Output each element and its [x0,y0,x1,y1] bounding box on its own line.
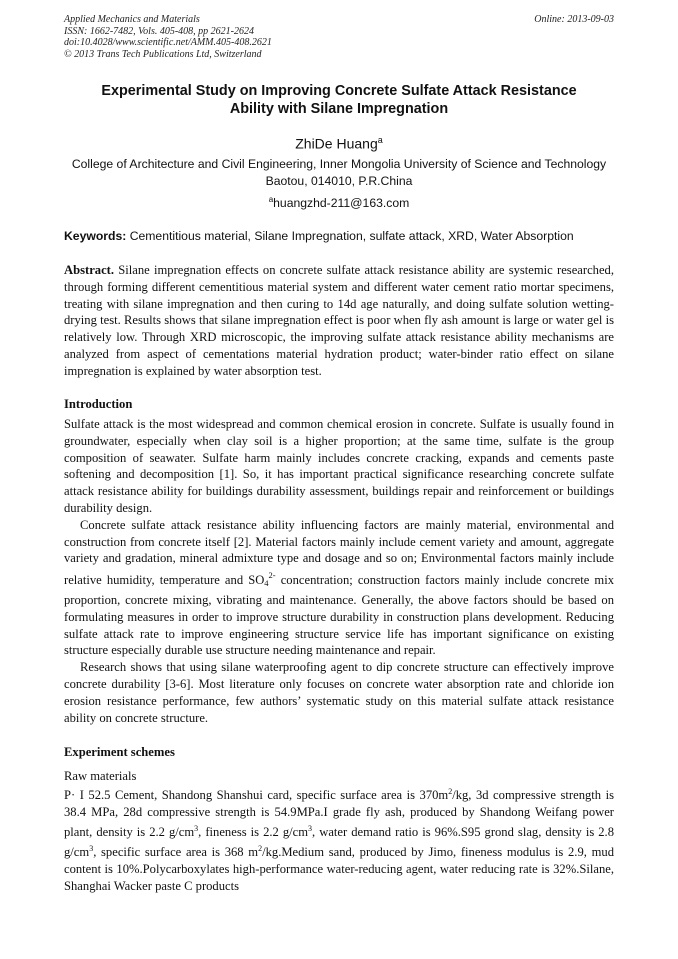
intro-p2-text-a: Concrete sulfate attack resistance ability influencing factors are mainly material, environmental and construction from concrete itself [2]. Material factors mainly include cement variety and amount, aggregate variety and gradation, mineral admixture type and dosage and so on; Environmental factors mainly include relative humidity, temperature and SO [64,517,614,588]
affiliation-line-2: Baotou, 014010, P.R.China [265,173,413,188]
abstract-text: Silane impregnation effects on concrete sulfate attack resistance ability are systemic researched, through forming different cementitious material system and different water cement ratio mortar specimens, treating with silane impregnation and then curing to 14d age naturally, and doing sulfate solution wetting-drying test. Results shows that silane impregnation effect is poor when fly ash amount is large or water gel is relatively low. Through XRD microscopic, the improving sulfate attack resistance ability mechanisms are analyzed from aspect of cementations material hydration product; water-binder ratio effect on silane impregnation is explained by water absorption test. [64,263,614,378]
raw-text-1: P· I 52.5 Cement, Shandong Shanshui card, specific surface area is 370m [64,788,449,803]
author-name: ZhiDe Huang [295,135,378,152]
raw-text-2: /kg, 3d compressive strength is 38.4 MPa, 28d compressive strength is 54.9MPa.I grade fly ash, produced by Shandong Weifang power plant, density is 2.2 g/cm [64,788,614,839]
email-superscript: a [268,195,274,204]
raw-text-5: , specific surface area is 368 m [93,844,259,859]
raw-sup-1: 2 [448,787,453,796]
title-line-1: Experimental Study on Improving Concrete Sulfate Attack Resistance [101,83,577,99]
intro-paragraph-2 [64,517,614,659]
raw-sup-4: 3 [89,843,94,853]
raw-text-6: /kg.Medium sand, produced by Jimo, fineness modulus is 2.9, mud content is 10%.Polycarboxylates high-performance water-reducing agent, water reducing rate is 32%.Silane, Shanghai Wacker paste C products [64,844,614,893]
abstract [64,262,614,380]
keywords-label: Keywords: [64,229,127,243]
raw-sup-2: 3 [194,823,199,833]
raw-text-3: , fineness is 2.2 g/cm [198,824,309,839]
raw-text-4: , water demand ratio is 96%.S95 grond slag, density is 2.8 g/cm [64,824,614,859]
affiliation [64,156,614,189]
journal-name: Applied Mechanics and Materials [64,14,200,25]
raw-materials-label: Raw materials [64,769,137,783]
intro-paragraph-1: Sulfate attack is the most widespread and common chemical erosion in concrete. Sulfate is usually found in groundwater, especially when clay soil is a higher proportion; at the same time, sulfate is the group composition of seawater. Sulfate harm mainly includes concrete cracking, expands and cements paste softening and decomposition [1]. So, it has important practical significance researching concrete sulfate attack resistance ability for buildings durability assessment, buildings repair and reinforcement or buildings durability design. [64,417,614,515]
raw-materials-body [64,784,614,894]
title-line-2: Ability with Silane Impregnation [229,101,449,117]
journal-header [64,14,272,60]
so4-superscript: 2- [268,570,276,581]
email-address: huangzhd-211@163.com [273,196,410,211]
author-superscript: a [377,135,383,145]
raw-materials-paragraph [64,784,614,894]
journal-copyright: © 2013 Trans Tech Publications Ltd, Switzerland [64,48,262,60]
experiment-heading: Experiment schemes [64,745,175,759]
introduction-body [64,416,614,726]
paper-title [64,82,614,118]
online-date: Online: 2013-09-03 [534,14,614,25]
abstract-label: Abstract. [64,263,115,277]
journal-issn: ISSN: 1662-7482, Vols. 405-408, pp 2621-2624 [64,25,254,37]
intro-paragraph-3: Research shows that using silane waterproofing agent to dip concrete structure can effectively improve concrete durability [3-6]. Most literature only focuses on concrete water absorption rate and chloride ion erosion resistance performance, few authors’ systematic study on this material sulfate attack resistance ability on concrete structure. [64,660,614,725]
raw-sup-5: 2 [258,843,263,853]
affiliation-line-1: College of Architecture and Civil Engineering, Inner Mongolia University of Science and Technology [71,157,607,171]
introduction-heading: Introduction [64,397,133,411]
author [64,131,614,153]
intro-p2-text-b: concentration; construction factors mainly include concrete mix proportion, concrete mixing, vibrating and maintenance. Generally, the above factors should be based on formulating measures in order to improve structure durability in construction plans development. Reducing sulfate attack rate to improve engineering structure service life has important significance on existing structure especially durable use structure needing maintenance and repair. [64,573,615,658]
keywords-text: Cementitious material, Silane Impregnation, sulfate attack, XRD, Water Absorption [126,229,574,243]
author-email [64,192,614,211]
so4-subscript: 4 [264,578,269,589]
raw-sup-3: 3 [308,823,313,833]
journal-doi: doi:10.4028/www.scientific.net/AMM.405-408.2621 [64,37,272,49]
keywords [64,228,614,244]
